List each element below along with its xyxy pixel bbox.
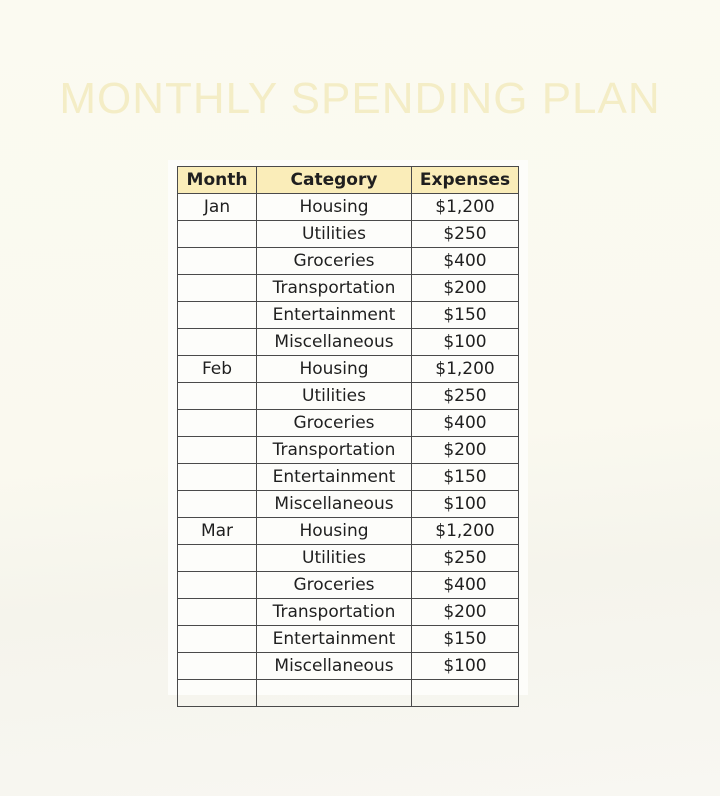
month-cell[interactable] [178, 437, 257, 464]
category-cell[interactable]: Utilities [257, 221, 412, 248]
expenses-cell[interactable]: $400 [412, 410, 519, 437]
month-cell[interactable] [178, 626, 257, 653]
table-row [178, 491, 519, 518]
expenses-cell[interactable]: $150 [412, 464, 519, 491]
table-row [178, 194, 519, 221]
month-cell[interactable] [178, 464, 257, 491]
month-cell[interactable] [178, 221, 257, 248]
month-cell[interactable] [178, 329, 257, 356]
spending-table [177, 166, 519, 707]
table-row [178, 572, 519, 599]
category-cell[interactable]: Transportation [257, 275, 412, 302]
category-cell[interactable]: Housing [257, 356, 412, 383]
table-row [178, 518, 519, 545]
category-cell[interactable]: Utilities [257, 383, 412, 410]
category-cell[interactable]: Entertainment [257, 464, 412, 491]
table-row [178, 383, 519, 410]
expenses-cell[interactable]: $150 [412, 626, 519, 653]
category-cell[interactable]: Housing [257, 194, 412, 221]
expenses-cell[interactable]: $200 [412, 599, 519, 626]
month-cell[interactable] [178, 491, 257, 518]
table-row [178, 356, 519, 383]
expenses-cell[interactable]: $1,200 [412, 356, 519, 383]
category-cell[interactable] [257, 680, 412, 707]
month-cell[interactable] [178, 302, 257, 329]
month-cell[interactable] [178, 599, 257, 626]
table-row [178, 653, 519, 680]
table-row [178, 626, 519, 653]
category-cell[interactable]: Groceries [257, 572, 412, 599]
expenses-cell[interactable]: $100 [412, 653, 519, 680]
month-cell[interactable] [178, 572, 257, 599]
category-cell[interactable]: Transportation [257, 437, 412, 464]
expenses-cell[interactable]: $250 [412, 545, 519, 572]
expenses-cell[interactable] [412, 680, 519, 707]
expenses-cell[interactable]: $250 [412, 383, 519, 410]
table-row [178, 221, 519, 248]
expenses-cell[interactable]: $100 [412, 329, 519, 356]
month-cell[interactable] [178, 545, 257, 572]
month-cell[interactable] [178, 275, 257, 302]
expenses-cell[interactable]: $150 [412, 302, 519, 329]
category-cell[interactable]: Groceries [257, 410, 412, 437]
table-row [178, 545, 519, 572]
expenses-cell[interactable]: $400 [412, 248, 519, 275]
category-cell[interactable]: Transportation [257, 599, 412, 626]
category-cell[interactable]: Utilities [257, 545, 412, 572]
month-cell[interactable]: Feb [178, 356, 257, 383]
expenses-cell[interactable]: $400 [412, 572, 519, 599]
table-body [178, 194, 519, 707]
page-title: MONTHLY SPENDING PLAN [59, 74, 661, 123]
table-row [178, 599, 519, 626]
category-cell[interactable]: Entertainment [257, 302, 412, 329]
table-row [178, 437, 519, 464]
header-month[interactable]: Month [178, 167, 257, 194]
expenses-cell[interactable]: $1,200 [412, 518, 519, 545]
table-row [178, 464, 519, 491]
category-cell[interactable]: Miscellaneous [257, 329, 412, 356]
month-cell[interactable] [178, 680, 257, 707]
table-row [178, 248, 519, 275]
month-cell[interactable]: Mar [178, 518, 257, 545]
category-cell[interactable]: Housing [257, 518, 412, 545]
month-cell[interactable] [178, 248, 257, 275]
table-row-empty [178, 680, 519, 707]
table-row [178, 329, 519, 356]
category-cell[interactable]: Miscellaneous [257, 491, 412, 518]
table-row [178, 275, 519, 302]
header-category[interactable]: Category [257, 167, 412, 194]
table-row [178, 410, 519, 437]
header-expenses[interactable]: Expenses [412, 167, 519, 194]
expenses-cell[interactable]: $1,200 [412, 194, 519, 221]
category-cell[interactable]: Entertainment [257, 626, 412, 653]
header-row [178, 167, 519, 194]
expenses-cell[interactable]: $250 [412, 221, 519, 248]
month-cell[interactable] [178, 653, 257, 680]
expenses-cell[interactable]: $100 [412, 491, 519, 518]
category-cell[interactable]: Miscellaneous [257, 653, 412, 680]
month-cell[interactable] [178, 383, 257, 410]
month-cell[interactable] [178, 410, 257, 437]
month-cell[interactable]: Jan [178, 194, 257, 221]
expenses-cell[interactable]: $200 [412, 275, 519, 302]
table-row [178, 302, 519, 329]
category-cell[interactable]: Groceries [257, 248, 412, 275]
expenses-cell[interactable]: $200 [412, 437, 519, 464]
